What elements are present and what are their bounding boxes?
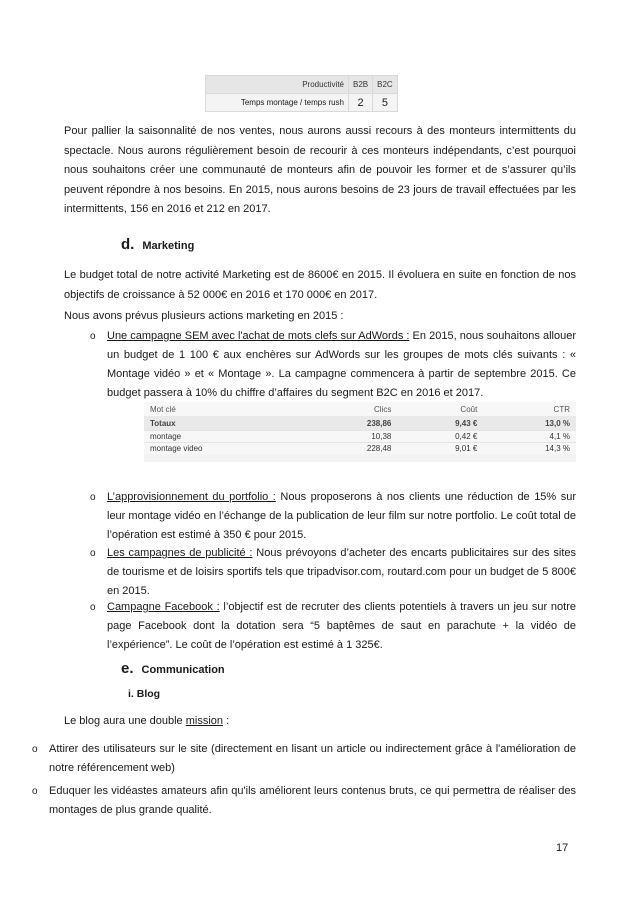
table-cell: 2 [349, 94, 373, 112]
list-item [90, 488, 577, 545]
table-cell: 5 [373, 94, 398, 112]
subsection-heading-blog: i. Blog [128, 688, 161, 700]
item-title: Les campagnes de publicité : [107, 547, 253, 559]
section-heading-communication [121, 660, 225, 677]
mission-word: mission [185, 715, 224, 727]
table-header: B2C [373, 76, 398, 94]
section-letter: e. [121, 660, 134, 677]
section-title: Marketing [142, 240, 195, 252]
page-number: 17 [556, 842, 569, 854]
bullet-icon: o [90, 331, 96, 342]
item-text: l’objectif est de recruter des clients potentiels à travers un jeu sur notre page Facebook dont la dotation sera “5 baptêmes de saut en parachute + la vidéo de l’expérience”. Le coût de l’opération est estimé à 1 325€. [107, 601, 576, 651]
list-item [32, 740, 576, 778]
paragraph-intermittents: Pour pallier la saisonnalité de nos ventes, nous aurons aussi recours à des monteurs intermittents du spectacle. Nous aurons régulièrement besoin de recourir à ces monteurs indépendants, c’est pourquoi nous souhaitons créer une communauté de monteurs afin de pouvoir les former et de s’assurer qu’ils peuvent répondre à nos besoins. En 2015, nous aurons besoins de 23 jours de travail effectuées par les intermittents, 156 en 2016 et 212 en 2017. [64, 125, 576, 215]
table-cell: 13,0 % [483, 416, 576, 431]
table-cell: Totaux [144, 416, 306, 431]
section-heading-marketing [121, 236, 194, 253]
list-item [32, 782, 576, 820]
list-item [90, 598, 576, 655]
paragraph-budget: Le budget total de notre activité Marketing est de 8600€ en 2015. Il évoluera en suite en fonction de nos objectifs de croissance à 52 000€ en 2016 et 170 000€ en 2017. [64, 269, 576, 301]
table-cell: montage [144, 431, 306, 443]
table-cell: 9,01 € [397, 443, 483, 455]
table-header: Coût [397, 402, 483, 416]
table-cell: 4,1 % [483, 431, 576, 443]
item-text: Eduquer les vidéastes amateurs afin qu'ils améliorent leurs contenus bruts, ce qui permettra de réaliser des montages de plus grande qualité. [49, 785, 576, 816]
section-letter: d. [121, 236, 135, 253]
text: : [223, 715, 230, 727]
section-title: Communication [141, 664, 225, 676]
bullet-icon: o [90, 492, 96, 503]
paragraph-blog-intro [64, 712, 576, 732]
table-cell: 238,86 [306, 416, 398, 431]
table-cell: Temps montage / temps rush [206, 94, 349, 112]
table-cell: 228,48 [306, 443, 398, 455]
item-title: Une campagne SEM avec l'achat de mots clefs sur AdWords : [107, 330, 410, 342]
list-item [90, 327, 576, 403]
bullet-icon: o [32, 744, 38, 755]
table-header: CTR [483, 402, 576, 416]
productivity-table [205, 75, 398, 112]
table-header: Productivité [206, 76, 349, 94]
item-text: Nous prévoyons d’acheter des encarts publicitaires sur des sites de tourisme et de loisirs sportifs tels que tripadvisor.com, routard.com pour un budget de 5 800€ en 2015. [107, 547, 576, 597]
bullet-icon: o [32, 786, 38, 797]
table-cell: 9,43 € [397, 416, 483, 431]
text: Le blog aura une double [64, 715, 186, 727]
item-text: Nous proposerons à nos clients une réduction de 15% sur leur montage vidéo en l’échange de la publication de leur film sur notre portfolio. Le coût total de l’opération est estimé à 350 € pour 2015. [107, 491, 577, 541]
list-item [90, 544, 576, 601]
table-row [144, 431, 576, 443]
table-cell: montage video [144, 443, 306, 455]
table-cell: 10,38 [306, 431, 398, 443]
adwords-keyword-table [144, 402, 576, 462]
paragraph-actions-intro: Nous avons prévus plusieurs actions marketing en 2015 : [64, 310, 344, 322]
item-text: Attirer des utilisateurs sur le site (directement en lisant un article ou indirectement grâce à l'amélioration de notre référencement web) [49, 743, 576, 774]
item-text: En 2015, nous souhaitons allouer un budget de 1 100 € aux enchères sur AdWords sur les groupes de mots clés suivants : « Montage vidéo » et « Montage ». La campagne commencera à partir de septembre 2015. Ce budget passera à 10% du chiffre d’affaires du segment B2C en 2016 et 2017. [107, 330, 576, 399]
bullet-icon: o [90, 602, 96, 613]
bullet-icon: o [90, 548, 96, 559]
table-header: B2B [349, 76, 373, 94]
item-title: Campagne Facebook : [107, 601, 220, 613]
item-title: L’approvisionnement du portfolio : [107, 491, 276, 503]
table-cell: 0,42 € [397, 431, 483, 443]
table-header: Clics [306, 402, 398, 416]
table-row [144, 443, 576, 455]
table-header: Mot clé [144, 402, 306, 416]
table-cell: 14,3 % [483, 443, 576, 455]
